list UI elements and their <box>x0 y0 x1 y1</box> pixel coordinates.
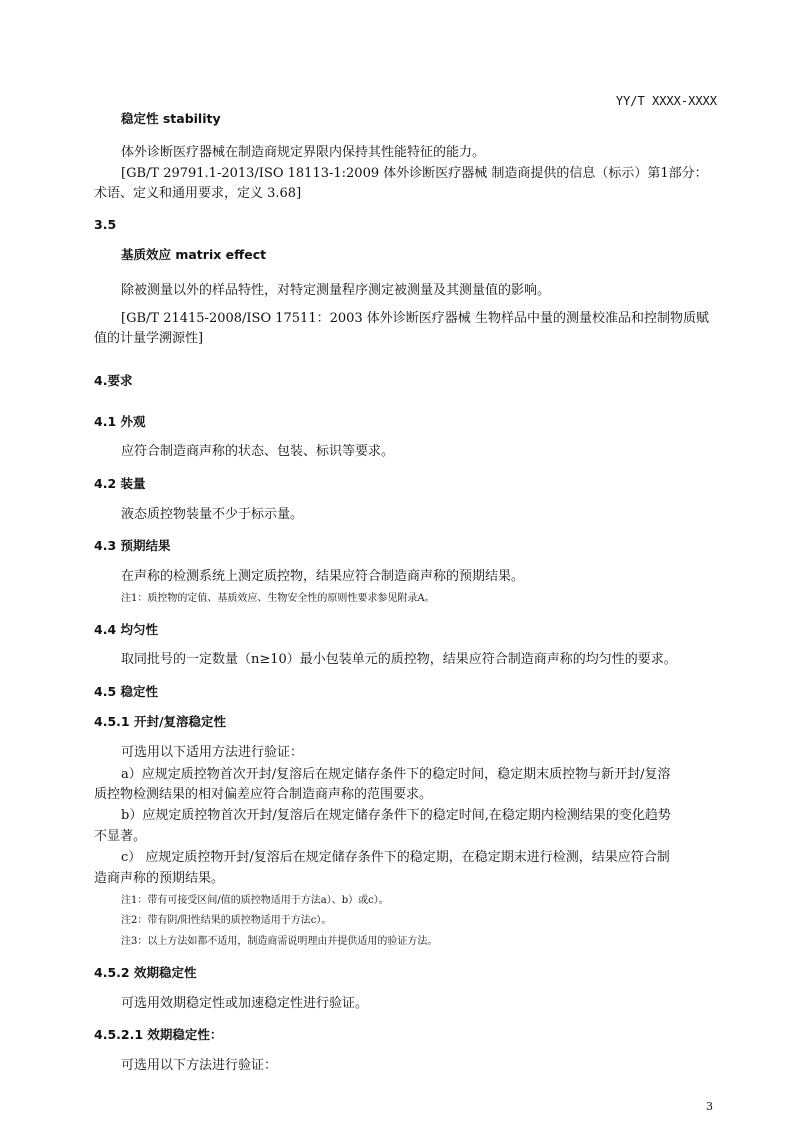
document-id: YY/T XXXX-XXXX <box>615 94 717 108</box>
section-heading: 基质效应 matrix effect <box>121 247 267 262</box>
paragraph-line: 可选用效期稳定性或加速稳定性进行验证。 <box>121 996 369 1011</box>
note-text: 注1：带有可接受区间/值的质控物适用于方法a）、b）或c）。 <box>121 895 389 906</box>
note-text: 注3：以上方法如都不适用，制造商需说明理由并提供适用的验证方法。 <box>121 936 438 947</box>
section-heading: 4.要求 <box>94 373 133 388</box>
paragraph-line: [GB/T 21415-2008/ISO 17511：2003 体外诊断医疗器械 生物样品中量的测量校准品和控制物质赋 <box>121 311 709 326</box>
paragraph-line: c） 应规定质控物开封/复溶后在规定储存条件下的稳定期，在稳定期末进行检测，结果应符合制 <box>121 850 670 865</box>
paragraph-line: 除被测量以外的样品特性，对特定测量程序测定被测量及其测量值的影响。 <box>121 283 551 298</box>
section-heading: 4.4 均匀性 <box>94 622 158 637</box>
section-heading: 4.3 预期结果 <box>94 538 171 553</box>
paragraph-line: 在声称的检测系统上测定质控物，结果应符合制造商声称的预期结果。 <box>121 569 525 584</box>
paragraph-line: 不显著。 <box>94 829 147 844</box>
note-text: 注2：带有阴/阳性结果的质控物适用于方法c）。 <box>121 915 332 926</box>
section-heading: 3.5 <box>94 217 117 232</box>
paragraph-line: 可选用以下方法进行验证： <box>121 1058 278 1073</box>
section-heading: 4.5.1 开封/复溶稳定性 <box>94 714 227 729</box>
paragraph-line: b）应规定质控物首次开封/复溶后在规定储存条件下的稳定时间,在稳定期内检测结果的变化趋势 <box>121 808 671 823</box>
section-heading: 4.1 外观 <box>94 414 146 429</box>
section-heading: 4.2 装量 <box>94 476 146 491</box>
section-heading: 稳定性 stability <box>121 111 221 126</box>
paragraph-line: 应符合制造商声称的状态、包装、标识等要求。 <box>121 444 395 459</box>
paragraph-line: 造商声称的预期结果。 <box>94 871 225 886</box>
paragraph-line: 术语、定义和通用要求，定义 3.68] <box>94 186 302 201</box>
paragraph-line: 值的计量学溯源性] <box>94 331 204 346</box>
paragraph-line: 可选用以下适用方法进行验证： <box>121 745 304 760</box>
section-heading: 4.5.2 效期稳定性 <box>94 965 197 980</box>
paragraph-line: 质控物检测结果的相对偏差应符合制造商声称的范围要求。 <box>94 787 433 802</box>
paragraph-line: 取同批号的一定数量（n≥10）最小包装单元的质控物，结果应符合制造商声称的均匀性的要求。 <box>121 652 677 667</box>
paragraph-line: 液态质控物装量不少于标示量。 <box>121 507 304 522</box>
paragraph-line: 体外诊断医疗器械在制造商规定界限内保持其性能特征的能力。 <box>121 145 486 160</box>
section-heading: 4.5.2.1 效期稳定性： <box>94 1027 223 1042</box>
note-text: 注1：质控物的定值、基质效应、生物安全性的原则性要求参见附录A。 <box>121 593 435 604</box>
paragraph-line: [GB/T 29791.1-2013/ISO 18113-1:2009 体外诊断医疗器械 制造商提供的信息（标示）第1部分： <box>121 166 708 181</box>
paragraph-line: a）应规定质控物首次开封/复溶后在规定储存条件下的稳定时间，稳定期末质控物与新开封/复溶 <box>121 767 671 782</box>
page-number: 3 <box>706 1100 713 1113</box>
section-heading: 4.5 稳定性 <box>94 684 158 699</box>
